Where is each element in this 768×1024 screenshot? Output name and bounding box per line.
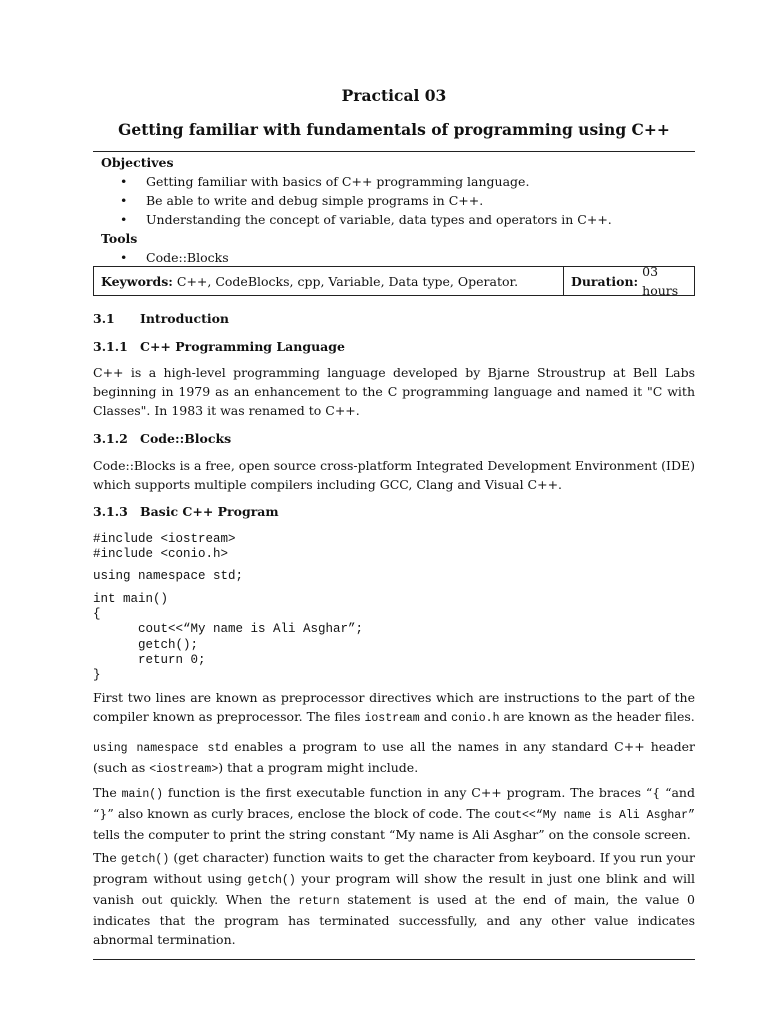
inline-code: return: [298, 895, 340, 908]
paragraph-main-function: [93, 783, 695, 844]
section-heading-3-1: [93, 309, 229, 328]
text-run: your program will show the result in just one blink and will vanish out quickly. When the: [93, 871, 696, 907]
text-run: tells the computer to print the string constant “My name is Ali Asghar” on the console screen.: [93, 827, 691, 842]
inline-code: using namespace std: [93, 742, 229, 755]
section-heading-3-1-2: [93, 429, 231, 448]
section-heading-3-1-3: [93, 502, 279, 521]
text-run: are known as the header files.: [499, 709, 695, 724]
keywords-table: [93, 266, 695, 296]
duration-value: 03 hours: [642, 264, 679, 298]
section-number: 3.1: [93, 311, 115, 326]
section-number: 3.1.1: [93, 339, 128, 354]
keywords-value: C++, CodeBlocks, cpp, Variable, Data type, Operator.: [176, 273, 519, 289]
inline-code: iostream: [364, 712, 420, 725]
text-run: The: [93, 785, 122, 800]
code-includes: #include <iostream> #include <conio.h>: [93, 532, 236, 562]
text-run: (get character) function waits to get the character from keyboard. If you run your program without using: [93, 850, 696, 886]
duration-cell: [564, 264, 694, 298]
keywords-label: Keywords:: [101, 273, 173, 289]
section-3-1-2-body: Code::Blocks is a free, open source cross-platform Integrated Development Environment (IDE) which supports multiple compilers including GCC, Clang and Visual C++.: [93, 458, 695, 492]
objective-item: • Understanding the concept of variable, data types and operators in C++.: [93, 210, 695, 229]
section-heading-3-1-1: [93, 337, 345, 356]
text-run: ) that a program might include.: [218, 760, 419, 775]
text-run: statement is used at the end of main, the value 0 indicates that the program has terminated successfully, and any other value indicates abnormal termination.: [93, 892, 695, 947]
tools-heading: Tools: [101, 231, 138, 246]
inline-code: getch(): [247, 874, 296, 887]
paragraph-preprocessor: [93, 688, 695, 728]
text-run: function is the first executable function in any C++ program. The braces “{ “and “}” also known as curly braces, enclose the block of code. The: [93, 785, 695, 821]
inline-code: <iostream>: [149, 763, 219, 776]
section-title: Introduction: [140, 311, 230, 326]
inline-code: getch(): [120, 853, 170, 866]
tool-item: • Code::Blocks: [93, 248, 695, 267]
text-run: First two lines are known as preprocessor directives which are instructions to the part of the compiler known as preprocessor. The files: [93, 690, 695, 724]
paragraph-getch: [93, 848, 695, 949]
objectives-heading: Objectives: [101, 155, 174, 170]
paragraph-namespace: [93, 737, 695, 779]
section-number: 3.1.2: [93, 431, 128, 446]
objective-item: • Be able to write and debug simple programs in C++.: [93, 191, 695, 210]
section-title: Basic C++ Program: [140, 504, 279, 519]
inline-code: main(): [121, 788, 164, 801]
page-subtitle: Getting familiar with fundamentals of programming using C++: [118, 120, 670, 139]
keywords-cell: [94, 267, 564, 295]
objectives-box: [93, 151, 695, 267]
page-title: Practical 03: [341, 86, 447, 105]
inline-code: conio.h: [451, 712, 500, 725]
footer-divider: [93, 959, 695, 960]
code-main-function: int main() { cout<<“My name is Ali Asghar”; getch(); return 0; }: [93, 592, 364, 683]
section-title: Code::Blocks: [140, 431, 232, 446]
code-using-namespace: using namespace std;: [93, 569, 244, 583]
document-page: [93, 0, 695, 1024]
section-number: 3.1.3: [93, 504, 128, 519]
text-run: and: [419, 709, 452, 724]
inline-code: cout<<“My name is Ali Asghar”: [494, 809, 695, 822]
objective-item: • Getting familiar with basics of C++ programming language.: [93, 172, 695, 191]
objectives-list: [93, 172, 695, 229]
text-run: enables a program to use all the names in any standard C++ header (such as: [93, 739, 696, 775]
tools-list: [93, 248, 695, 267]
section-title: C++ Programming Language: [140, 339, 345, 354]
section-3-1-1-body: C++ is a high-level programming language developed by Bjarne Stroustrup at Bell Labs beginning in 1979 as an enhancement to the C programming language and named it "C with Classes". In 1983 it was renamed to C++.: [93, 365, 695, 418]
duration-label: Duration:: [571, 273, 639, 289]
text-run: The: [93, 850, 121, 865]
